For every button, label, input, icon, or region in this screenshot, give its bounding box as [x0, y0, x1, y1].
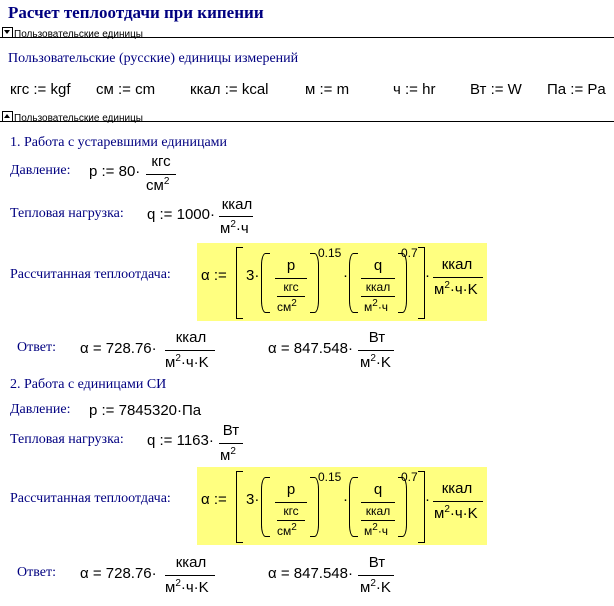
s2-alpha-formula[interactable]: α := 3· p кгс $см^2$ 0.15 · q ккал $м^2\cdot ч$ 0.7 · ккал $м^2\cdot ч\cdot K$ — [197, 467, 487, 545]
region-end-marker[interactable] — [2, 111, 143, 124]
unit-def-pa[interactable]: Па := Pa — [547, 81, 606, 98]
s2-pressure-expr[interactable]: p := 7845320·Па — [89, 402, 202, 419]
s2-alpha-label: Рассчитанная теплоотдача: — [10, 491, 171, 506]
s1-alpha-label: Рассчитанная теплоотдача: — [10, 267, 171, 282]
unit-def-cm[interactable]: см := cm — [96, 81, 156, 98]
s2-pressure-label: Давление: — [10, 402, 71, 417]
section2-heading: 2. Работа с единицами СИ — [10, 377, 167, 392]
units-heading: Пользовательские (русские) единицы измерений — [8, 51, 299, 66]
s1-heatload-label: Тепловая нагрузка: — [10, 206, 124, 221]
region-bottom-rule — [0, 121, 614, 122]
s2-heatload-label: Тепловая нагрузка: — [10, 432, 124, 447]
unit-def-m[interactable]: м := m — [305, 81, 350, 98]
section1-heading: 1. Работа с устаревшими единицами — [10, 135, 228, 150]
region-label: Пользовательские единицы — [14, 29, 143, 40]
region-top-rule — [0, 37, 614, 38]
unit-def-kgs[interactable]: кгс := kgf — [10, 81, 71, 98]
s1-pressure-label: Давление: — [10, 163, 71, 178]
page-title: Расчет теплоотдачи при кипении — [8, 3, 264, 22]
unit-def-w[interactable]: Вт := W — [470, 81, 522, 98]
unit-def-hr[interactable]: ч := hr — [393, 81, 436, 98]
s1-alpha-formula[interactable]: α := 3· p кгс $см^2$ 0.15 · q ккал $м^2\cdot ч$ 0.7 · ккал $м^2\cdot ч\cdot K$ — [197, 243, 487, 321]
s1-answer-label: Ответ: — [17, 340, 56, 355]
region-label-end: Пользовательские единицы — [14, 113, 143, 124]
unit-def-kcal[interactable]: ккал := kcal — [190, 81, 269, 98]
collapsed-region-header[interactable] — [2, 27, 143, 40]
s2-answer-label: Ответ: — [17, 565, 56, 580]
